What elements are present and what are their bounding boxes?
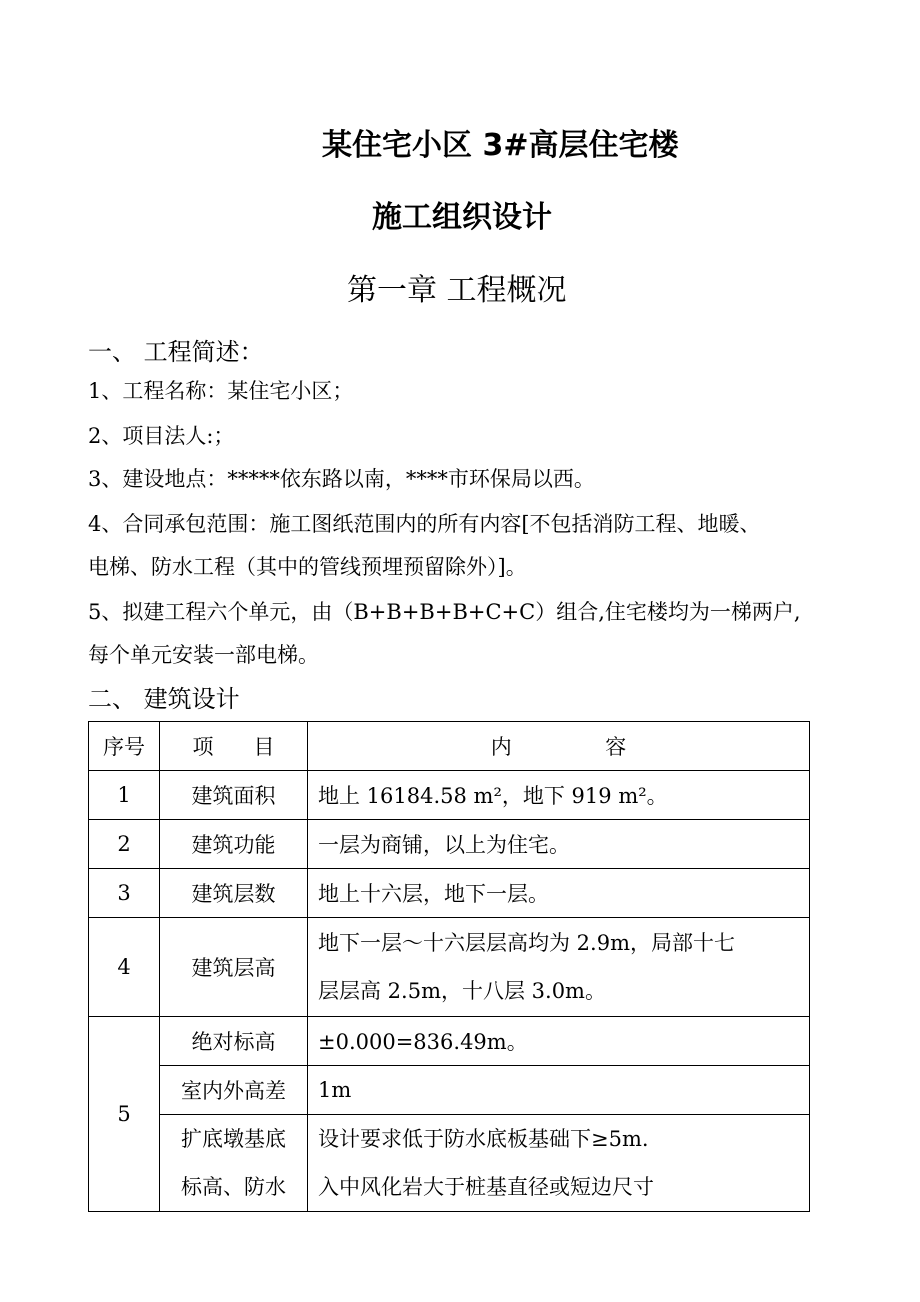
- row-no: 2: [89, 820, 160, 869]
- table-row: [89, 869, 810, 918]
- row-no: 5: [89, 1017, 160, 1212]
- section-heading-2: 二、 建筑设计: [88, 685, 240, 713]
- row-no: 4: [89, 918, 160, 1017]
- row-item: 建筑层数: [160, 869, 308, 918]
- table-row: [89, 1017, 810, 1066]
- building-design-table: [88, 721, 810, 1212]
- chapter-title: 第一章 工程概况: [347, 273, 567, 308]
- paragraph-item: 2、项目法人:；: [88, 424, 235, 448]
- section-heading-1: 一、 工程简述：: [88, 338, 264, 366]
- row-item: 建筑面积: [160, 771, 308, 820]
- row-item: 建筑功能: [160, 820, 308, 869]
- paragraph-item: 电梯、防水工程（其中的管线预埋预留除外）]。: [88, 555, 527, 579]
- content-line: 地下一层～十六层层高均为 2.9m，局部十七: [318, 931, 735, 955]
- table-row: [89, 771, 810, 820]
- row-content: [308, 918, 810, 1017]
- item-line: 标高、防水: [181, 1175, 286, 1199]
- row-content: ±0.000=836.49m。: [308, 1017, 810, 1066]
- table-row: [89, 918, 810, 1017]
- row-content: 地上 16184.58 m²，地下 919 m²。: [308, 771, 810, 820]
- header-content: 内 容: [308, 722, 810, 771]
- row-no: 3: [89, 869, 160, 918]
- paragraph-item: 5、拟建工程六个单元，由（B+B+B+B+C+C）组合,住宅楼均为一梯两户,: [88, 600, 801, 624]
- table-row: [89, 1115, 810, 1212]
- row-item: 绝对标高: [160, 1017, 308, 1066]
- document-title: 某住宅小区 3#高层住宅楼: [322, 128, 679, 163]
- header-item: 项 目: [160, 722, 308, 771]
- row-content: [308, 1115, 810, 1212]
- table-row: [89, 1066, 810, 1115]
- row-content: 地上十六层，地下一层。: [308, 869, 810, 918]
- table-header-row: [89, 722, 810, 771]
- paragraph-item: 4、合同承包范围：施工图纸范围内的所有内容[不包括消防工程、地暖、: [88, 512, 761, 536]
- content-line: 设计要求低于防水底板基础下≥5m.: [318, 1127, 649, 1151]
- row-content: 一层为商铺，以上为住宅。: [308, 820, 810, 869]
- header-no: 序号: [89, 722, 160, 771]
- item-line: 扩底墩基底: [181, 1127, 286, 1151]
- paragraph-item: 1、工程名称：某住宅小区；: [88, 379, 354, 403]
- row-item: 室内外高差: [160, 1066, 308, 1115]
- content-line: 入中风化岩大于桩基直径或短边尺寸: [318, 1175, 654, 1199]
- document-subtitle: 施工组织设计: [372, 200, 552, 235]
- paragraph-item: 3、建设地点：*****依东路以南，****市环保局以西。: [88, 467, 595, 491]
- table-row: [89, 820, 810, 869]
- paragraph-item: 每个单元安装一部电梯。: [88, 643, 319, 667]
- row-no: 1: [89, 771, 160, 820]
- row-item: [160, 1115, 308, 1212]
- content-line: 层层高 2.5m，十八层 3.0m。: [318, 979, 606, 1003]
- row-item: 建筑层高: [160, 918, 308, 1017]
- row-content: 1m: [308, 1066, 810, 1115]
